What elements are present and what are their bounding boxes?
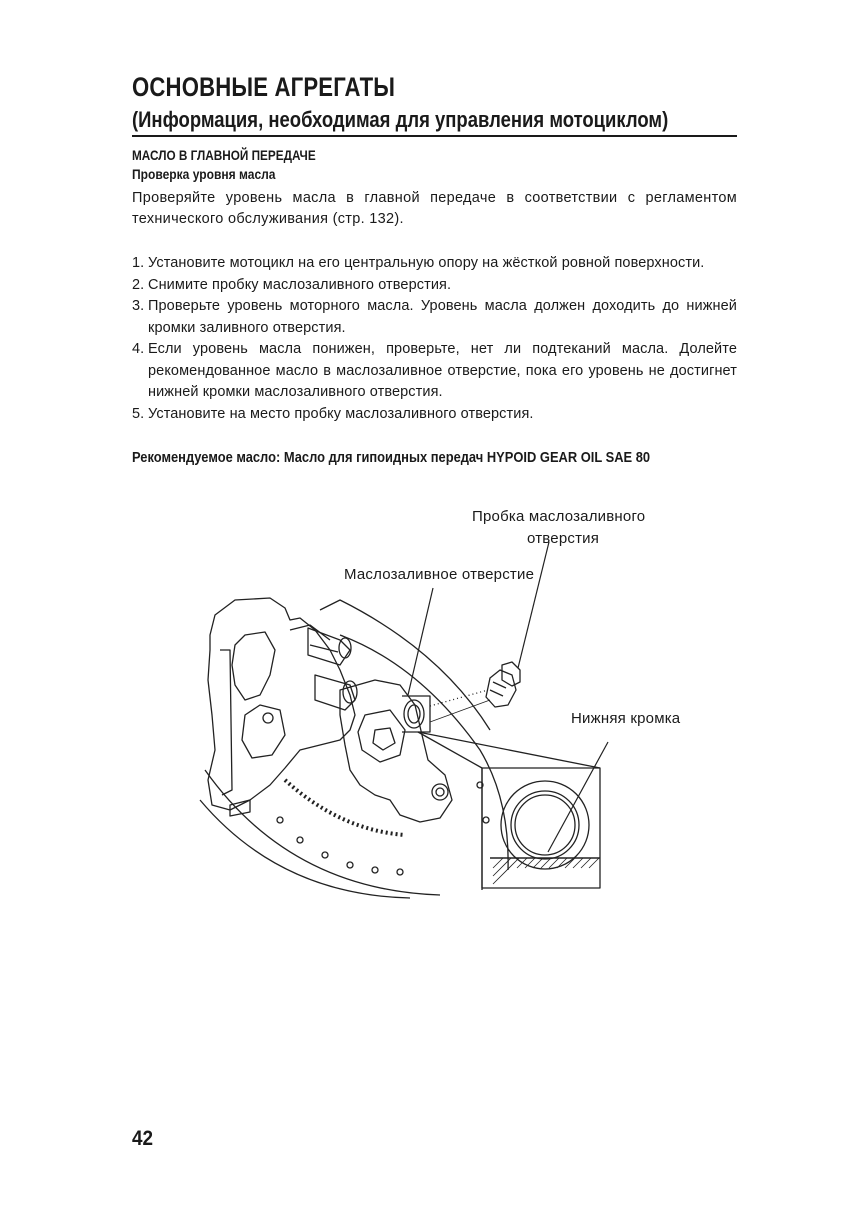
step-number: 3.	[132, 298, 145, 314]
list-item	[132, 404, 737, 426]
step-text: Установите мотоцикл на его центральную опору на жёсткой ровной поверхности.	[148, 255, 705, 271]
filler-hole-label: Маслозаливное отверстие	[344, 566, 535, 583]
list-item	[132, 253, 737, 275]
step-text: Снимите пробку маслозаливного отверстия.	[148, 276, 452, 293]
lower-edge-label: Нижняя кромка	[571, 710, 681, 727]
recommended-oil: Рекомендуемое масло: Масло для гипоидных передач HYPOID GEAR OIL SAE 80	[132, 449, 651, 466]
step-text: Проверьте уровень моторного масла. Уровень масла должен доходить до нижней кромки заливного отверстия.	[148, 298, 737, 336]
list-item	[132, 339, 737, 404]
final-drive-illustration	[190, 500, 710, 900]
step-text: Установите на место пробку маслозаливного отверстия.	[148, 405, 534, 422]
section-heading: МАСЛО В ГЛАВНОЙ ПЕРЕДАЧЕ	[132, 147, 316, 163]
page-subtitle: (Информация, необходимая для управления мотоциклом)	[132, 107, 669, 132]
intro-paragraph: Проверяйте уровень масла в главной передаче в соответствии с регламентом технического обслуживания (стр. 132).	[132, 190, 737, 227]
step-number: 2.	[132, 276, 145, 293]
step-number: 5.	[132, 405, 145, 422]
list-item	[132, 296, 737, 339]
page-title: ОСНОВНЫЕ АГРЕГАТЫ	[132, 72, 396, 102]
list-item	[132, 275, 737, 297]
steps-list	[132, 253, 737, 425]
step-number: 1.	[132, 255, 145, 271]
step-text: Если уровень масла понижен, проверьте, нет ли подтеканий масла. Долейте рекомендованное масло в маслозаливное отверстие, пока его уровень не достигнет нижней кромки маслозаливного отверстия.	[148, 341, 737, 400]
page-number: 42	[132, 1127, 154, 1150]
plug-label-line1: Пробка маслозаливного	[472, 508, 646, 525]
title-divider	[132, 135, 737, 137]
plug-label-line2: отверстия	[527, 530, 600, 547]
section-subheading: Проверка уровня масла	[132, 166, 276, 182]
step-number: 4.	[132, 341, 145, 357]
final-drive-drawing	[190, 500, 710, 900]
